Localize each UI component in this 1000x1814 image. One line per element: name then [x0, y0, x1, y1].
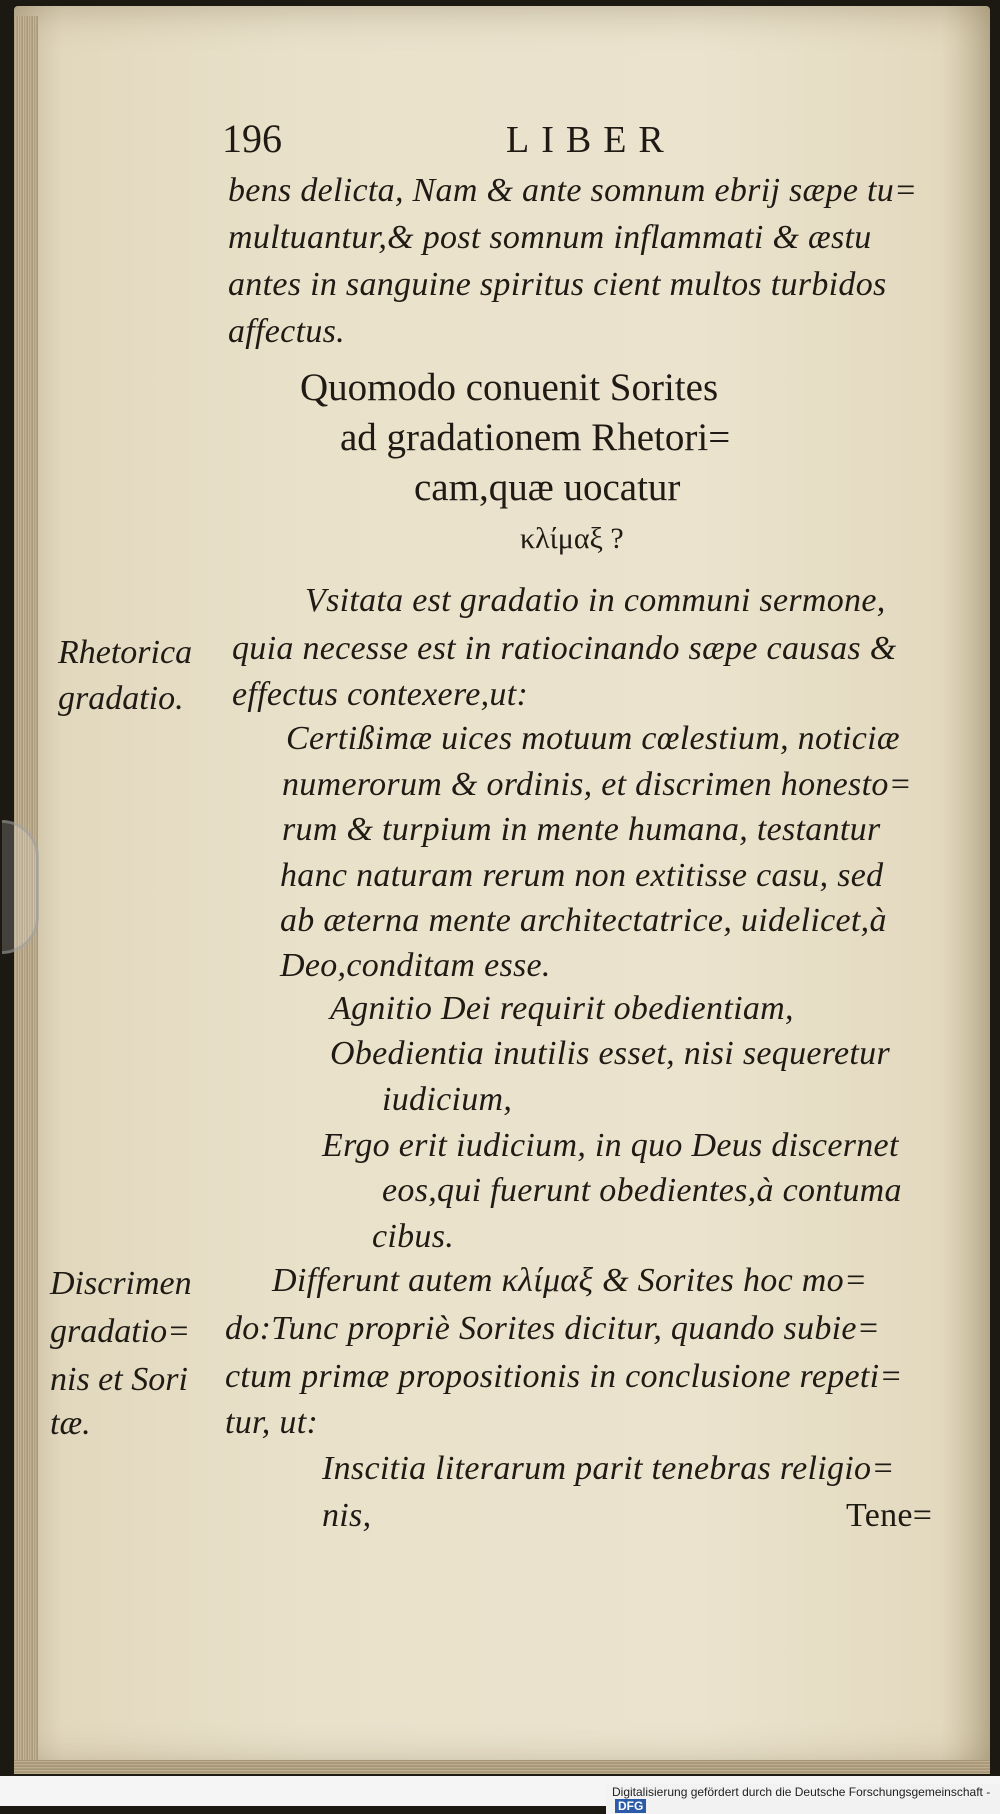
text-line: Certißimæ uices motuum cœlestium, noticiæ [286, 720, 900, 757]
folio-number: 196 [222, 116, 282, 161]
section-heading-line: ad gradationem Rhetori= [340, 416, 731, 459]
text-line: Inscitia literarum parit tenebras religio= [322, 1450, 895, 1487]
running-head: LIBER [506, 119, 676, 161]
text-line: Agnitio Dei requirit obedientiam, [330, 990, 794, 1027]
text-line: multuantur,& post somnum inflammati & æstu [228, 219, 872, 256]
text-line: ctum primæ propositionis in conclusione repeti= [225, 1358, 903, 1395]
text-line: quia necesse est in ratiocinando sæpe causas & [232, 630, 897, 667]
page-edge-bottom [14, 1760, 990, 1774]
margin-note: gradatio= [50, 1313, 191, 1350]
text-line: bens delicta, Nam & ante somnum ebrij sæpe tu= [228, 172, 918, 209]
digitization-credit [606, 1784, 1000, 1814]
text-line: hanc naturam rerum non extitisse casu, sed [280, 857, 884, 894]
text-line: Vsitata est gradatio in communi sermone, [305, 582, 886, 619]
text-line: numerorum & ordinis, et discrimen honesto= [282, 766, 912, 803]
margin-note: Rhetorica [58, 634, 193, 671]
text-line: cibus. [372, 1218, 455, 1255]
section-heading-line: Quomodo conuenit Sorites [300, 366, 719, 409]
margin-note: Discrimen [50, 1265, 192, 1302]
text-line: Differunt autem κλίμαξ & Sorites hoc mo= [272, 1262, 868, 1299]
catchword: Tene= [846, 1497, 933, 1534]
credit-text: Digitalisierung gefördert durch die Deutsche Forschungsgemeinschaft - [612, 1785, 991, 1799]
section-heading-greek: κλίμαξ ? [520, 522, 624, 555]
text-line: rum & turpium in mente humana, testantur [282, 811, 881, 848]
text-line: do:Tunc propriè Sorites dicitur, quando subie= [225, 1310, 881, 1347]
text-line: effectus contexere,ut: [232, 676, 529, 713]
text-line: eos,qui fuerunt obedientes,à contuma [382, 1172, 902, 1209]
text-line: nis, [322, 1497, 372, 1534]
section-heading-line: cam,quæ uocatur [414, 466, 681, 509]
text-line: tur, ut: [225, 1404, 319, 1441]
text-line: Ergo erit iudicium, in quo Deus discernet [322, 1127, 899, 1164]
dfg-badge: DFG [615, 1799, 646, 1813]
text-line: affectus. [228, 313, 345, 350]
page-clip [2, 820, 39, 954]
text-line: Deo,conditam esse. [280, 947, 551, 984]
text-line: antes in sanguine spiritus cient multos turbidos [228, 266, 887, 303]
margin-note: nis et Sori [50, 1361, 188, 1398]
margin-note: tæ. [50, 1405, 91, 1442]
margin-note: gradatio. [58, 680, 184, 717]
text-line: Obedientia inutilis esset, nisi sequeretur [330, 1035, 891, 1072]
text-line: iudicium, [382, 1081, 513, 1118]
text-line: ab æterna mente architectatrice, uidelicet,à [280, 902, 887, 939]
